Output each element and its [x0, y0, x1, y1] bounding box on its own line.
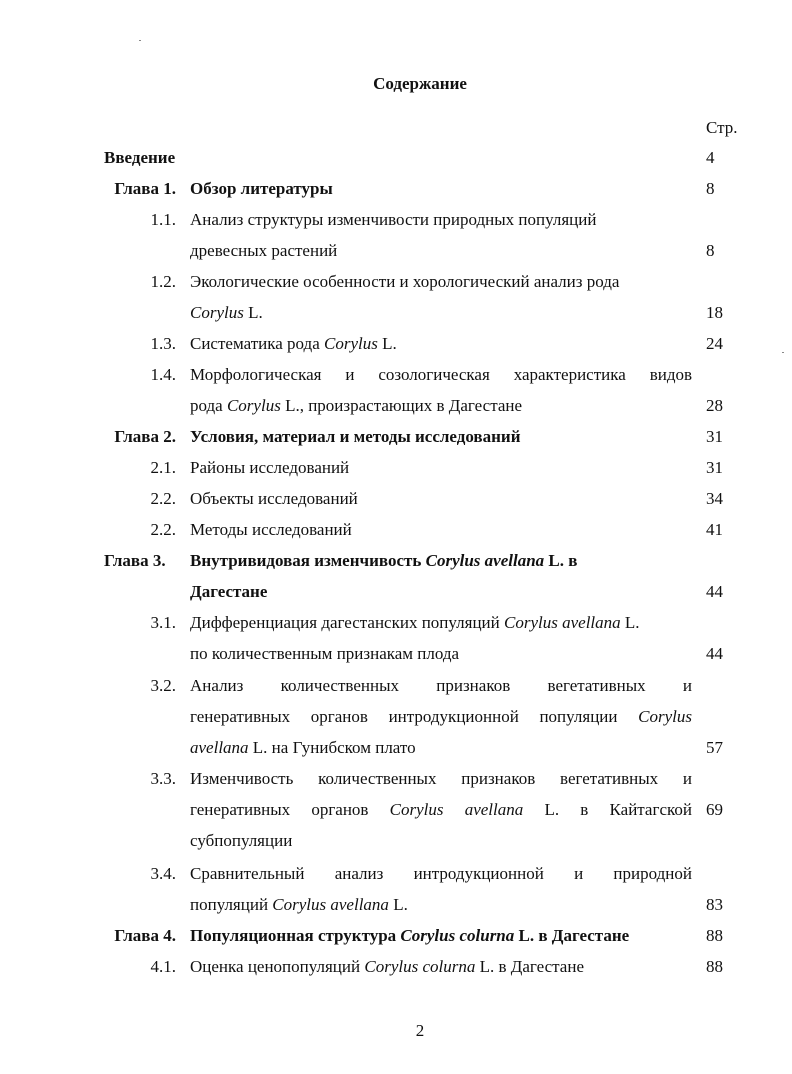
- section-title-cont: популяций Corylus avellana L.: [190, 895, 408, 914]
- section-number: 1.3.: [150, 334, 176, 353]
- species-name: Corylus: [190, 303, 244, 322]
- section-title: Анализ количественных признаков вегетативных и: [190, 676, 692, 695]
- toc-page: 28: [706, 396, 723, 415]
- toc-page: 18: [706, 303, 723, 322]
- section-title: Анализ структуры изменчивости природных популяций: [190, 210, 597, 229]
- section-title: Систематика рода Corylus L.: [190, 334, 397, 353]
- toc-page: 34: [706, 489, 723, 508]
- section-title-cont: рода Corylus L., произрастающих в Дагестане: [190, 396, 523, 415]
- scan-speck: [139, 40, 141, 41]
- toc-page: 57: [706, 738, 723, 757]
- section-number: 3.1.: [150, 613, 176, 632]
- toc-page: 44: [706, 644, 723, 663]
- section-title: Оценка ценопопуляций Corylus colurna L. в Дагестане: [190, 957, 584, 976]
- species-name: avellana: [190, 738, 249, 757]
- section-number: 3.3.: [150, 769, 176, 788]
- species-name: Corylus avellana: [425, 551, 545, 570]
- section-title-cont: Corylus L.: [190, 303, 263, 322]
- toc-page: 88: [706, 926, 723, 945]
- toc-page: 24: [706, 334, 723, 353]
- section-title-cont: генеративных органов интродукционной популяции Corylus: [190, 707, 692, 726]
- toc-page: 44: [706, 582, 723, 601]
- toc-page: 8: [706, 241, 715, 260]
- toc-page: 69: [706, 800, 723, 819]
- toc-page: 8: [706, 179, 715, 198]
- species-name: Corylus colurna: [364, 957, 476, 976]
- page-column-header: Стр.: [706, 118, 738, 137]
- section-title-cont: avellana L. на Гунибском плато: [190, 738, 416, 757]
- section-title-cont: по количественным признакам плода: [190, 644, 460, 663]
- chapter-number: Глава 1.: [114, 179, 176, 198]
- section-title-cont: генеративных органов Corylus avellana L. в Кайтагской: [190, 800, 692, 819]
- section-title-cont: древесных растений: [190, 241, 338, 260]
- species-name: Corylus: [323, 334, 378, 353]
- section-number: 3.2.: [150, 676, 176, 695]
- chapter-title: Популяционная структура Corylus colurna L. в Дагестане: [190, 926, 630, 945]
- section-title: Морфологическая и созологическая характеристика видов: [190, 365, 692, 384]
- chapter-title: Внутривидовая изменчивость Corylus avellana L. в: [190, 551, 578, 570]
- species-name: Corylus: [638, 707, 692, 726]
- chapter-number: Глава 4.: [114, 926, 176, 945]
- toc-page: 31: [706, 458, 723, 477]
- section-title: Районы исследований: [190, 458, 350, 477]
- section-number: 3.4.: [150, 864, 176, 883]
- toc-page: 88: [706, 957, 723, 976]
- toc-page: 31: [706, 427, 723, 446]
- section-title: Дифференциация дагестанских популяций Corylus avellana L.: [190, 613, 640, 632]
- page-number: 2: [415, 1021, 425, 1040]
- section-number: 1.4.: [150, 365, 176, 384]
- section-title: Сравнительный анализ интродукционной и природной: [190, 864, 692, 883]
- scan-speck: [782, 352, 784, 353]
- section-number: 1.1.: [150, 210, 176, 229]
- species-name: Corylus: [226, 396, 281, 415]
- chapter-title: Обзор литературы: [190, 179, 333, 198]
- species-name: Corylus avellana: [272, 895, 389, 914]
- species-name: Corylus avellana: [504, 613, 621, 632]
- toc-page: 83: [706, 895, 723, 914]
- toc-title: Содержание: [373, 74, 467, 93]
- section-number: 1.2.: [150, 272, 176, 291]
- section-title: Объекты исследований: [190, 489, 358, 508]
- toc-entry-intro: Введение: [104, 148, 176, 167]
- chapter-title: Условия, материал и методы исследований: [190, 427, 521, 446]
- section-title: Методы исследований: [190, 520, 352, 539]
- species-name: Corylus avellana: [389, 800, 524, 819]
- section-title: Изменчивость количественных признаков вегетативных и: [190, 769, 692, 788]
- section-number: 4.1.: [150, 957, 176, 976]
- chapter-number: Глава 2.: [114, 427, 176, 446]
- species-name: Corylus colurna: [400, 926, 515, 945]
- chapter-number: Глава 3.: [104, 551, 166, 570]
- chapter-title-cont: Дагестане: [190, 582, 268, 601]
- toc-page: 41: [706, 520, 723, 539]
- toc-page: 4: [706, 148, 715, 167]
- section-number: 2.2.: [150, 520, 176, 539]
- section-number: 2.2.: [150, 489, 176, 508]
- section-title-cont: субпопуляции: [190, 831, 293, 850]
- section-number: 2.1.: [150, 458, 176, 477]
- section-title: Экологические особенности и хорологический анализ рода: [190, 272, 620, 291]
